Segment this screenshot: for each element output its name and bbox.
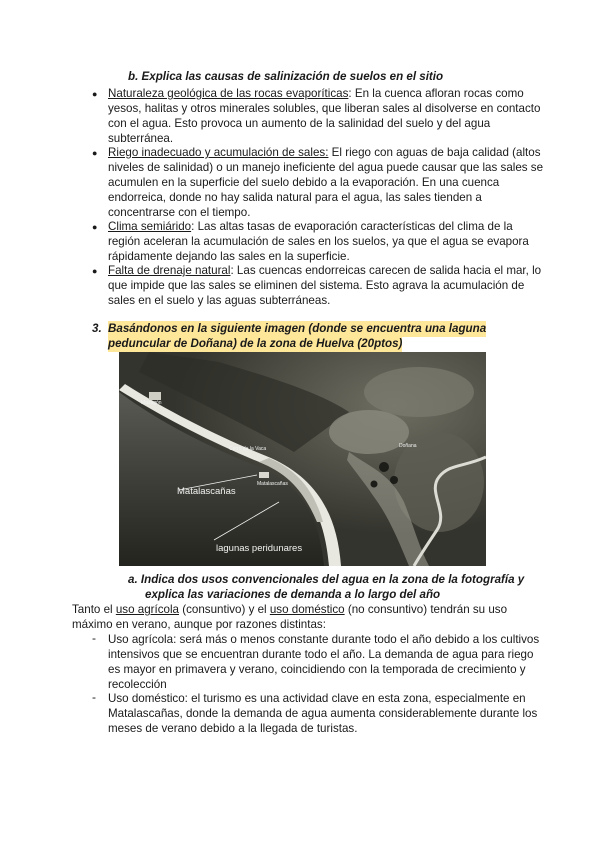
cause-text: que impide que las sales se eliminen del sistema. Esto agrava la acumulación de <box>108 279 525 292</box>
item-text: Matalascañas, donde la demanda de agua aumenta considerablemente durante los <box>108 707 538 720</box>
label-small: Mazagón <box>141 400 162 406</box>
urban-area <box>149 392 161 400</box>
cause-text: rápidamente dejando las sales en la superficie. <box>108 250 350 263</box>
label-small: Cerro de la Vaca <box>229 446 267 452</box>
cause-text: acumulen en la superficie del suelo debido a la evaporación. En una cuenca <box>108 176 500 189</box>
item-text: Uso doméstico: el turismo es una actividad clave en esta zona, especialmente en <box>108 692 526 705</box>
cause-term: Naturaleza geológica de las rocas evaporíticas <box>108 87 349 100</box>
cause-text: región aceleran la acumulación de sales en los suelos, ya que el agua se evapora <box>108 235 529 248</box>
cause-term: Falta de drenaje natural <box>108 264 231 277</box>
question-3-heading-line-1: Basándonos en la siguiente imagen (donde se encuentra una laguna <box>108 322 487 335</box>
cause-sep: : <box>191 220 198 233</box>
cause-text: concentrarse con el tiempo. <box>108 206 251 219</box>
label-matalascanas: Matalascañas <box>177 486 236 497</box>
section-b-heading: b. Explica las causas de salinización de suelos en el sitio <box>128 70 444 83</box>
cause-term: Riego inadecuado y acumulación de sales: <box>108 146 329 159</box>
intro-text: (consuntivo) y el <box>179 603 270 616</box>
cause-text: sales en el suelo y las aguas subterráneas. <box>108 294 331 307</box>
cause-text: yesos, halitas y otros minerales solubles, que liberan sales al disolverse en contacto <box>108 102 541 115</box>
question-3-number: 3. <box>92 322 102 335</box>
item-text: recolección <box>108 678 167 691</box>
cause-text: endorreica, donde no hay salida natural para el agua, las sales tienden a <box>108 191 482 204</box>
cause-4-line <box>108 263 541 279</box>
cause-sep: : <box>348 87 355 100</box>
dash-bullet: - <box>92 631 96 645</box>
cause-term: Clima semiárido <box>108 220 192 233</box>
cause-text: En la cuenca afloran rocas como <box>354 87 524 100</box>
intro-underlined-term: uso doméstico <box>269 603 345 616</box>
lagoon <box>390 476 398 484</box>
marsh-patch <box>364 367 474 417</box>
intro-line-1 <box>72 602 507 618</box>
section-a-heading-line-1: a. Indica dos usos convencionales del agua en la zona de la fotografía y <box>128 573 525 586</box>
cause-3-line <box>108 219 513 235</box>
bullet-icon: ● <box>92 89 98 99</box>
cause-1-line <box>108 86 524 102</box>
label-small: Matalascañas <box>257 481 288 487</box>
cause-text: Las altas tasas de evaporación características del clima de la <box>197 220 513 233</box>
cause-text: Las cuencas endorreicas carecen de salida hacia el mar, lo <box>236 264 542 277</box>
lagoon <box>379 462 389 472</box>
cause-text: El riego con aguas de baja calidad (altos <box>331 146 541 159</box>
item-text: intensivos que se encuentran durante todo el año. La demanda de agua para riego <box>108 648 534 661</box>
marsh-patch <box>329 410 409 454</box>
item-text: es mayor en primavera y verano, coincidiendo con la temporada de crecimiento y <box>108 663 526 676</box>
aerial-photo-donana <box>119 352 486 566</box>
cause-sep: : <box>230 264 237 277</box>
bullet-icon: ● <box>92 266 98 276</box>
urban-area <box>259 472 269 478</box>
aerial-photo-graphic <box>119 352 486 566</box>
cause-text: niveles de salinidad) o un manejo ineficiente del agua puede causar que las sales se <box>108 161 544 174</box>
intro-text: (no consuntivo) tendrán su uso <box>344 603 508 616</box>
cause-2-line <box>108 145 541 161</box>
label-lagunas-peridunares: lagunas peridunares <box>216 543 303 554</box>
item-text: meses de verano debido a la llegada de turistas. <box>108 722 358 735</box>
cause-text: con el agua. Esto provoca un aumento de la salinidad del suelo y del agua <box>108 117 491 130</box>
bullet-icon: ● <box>92 222 98 232</box>
label-small: Doñana <box>399 443 417 449</box>
section-a-heading-line-2: explica las variaciones de demanda a lo largo del año <box>145 588 441 601</box>
bullet-icon: ● <box>92 148 98 158</box>
intro-text: Tanto el <box>72 603 116 616</box>
intro-underlined-term: uso agrícola <box>115 603 179 616</box>
item-text: Uso agrícola: será más o menos constante durante todo el año debido a los cultivos <box>108 633 540 646</box>
lagoon <box>371 481 378 488</box>
question-3-heading-line-2: peduncular de Doñana) de la zona de Huelva (20ptos) <box>108 337 403 350</box>
cause-text: subterránea. <box>108 132 174 145</box>
intro-line-2: máximo en verano, aunque por razones distintas: <box>72 618 326 631</box>
dash-bullet: - <box>92 690 96 704</box>
